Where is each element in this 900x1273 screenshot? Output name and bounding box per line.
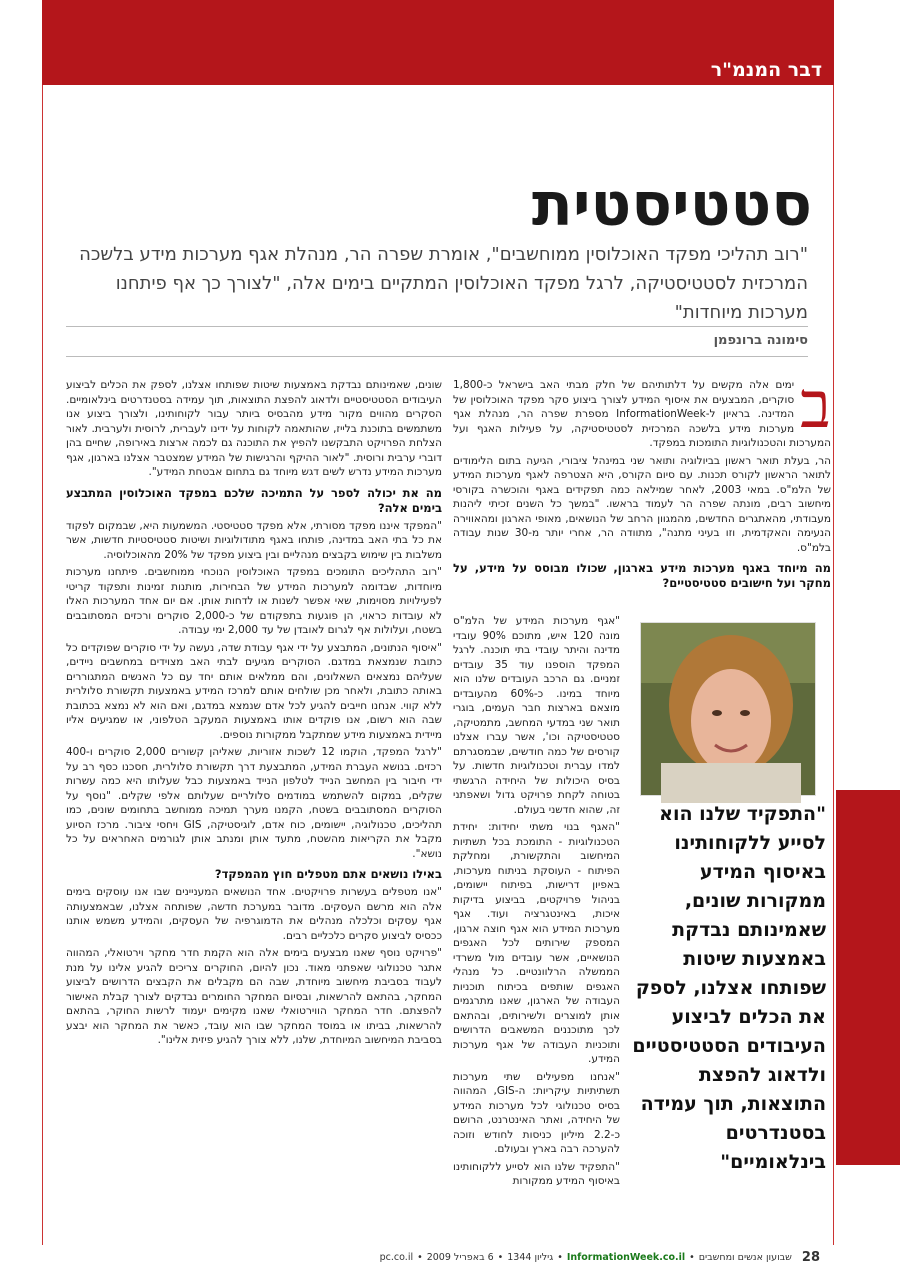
paragraph: הר, בעלת תואר ראשון בביולוגיה ותואר שני במינהל ציבורי, הגיעה בתום הלימודים לתואר הראשון לקורס תכנות. עם סיום הקורס, היא הצטרפה לאגף מערכות המידע של הלמ"ס. במאי 2003, לאחר שמילאה כמה תפקידים באגף והוכשרה בקורסי מיחשוב רבים, מונתה שפרה הר לעמוד בראשו. "במשך כל השנים זכיתי ליהנות מעבודתי, מהאתגרים החדשים, מהמגוון הרחב של הנושאים, מאופי הארגון ומהאווירה הנעימה והאקדמית, וזו בעיני מתנה", מתוודה הר, אחרי יותר מ-30 שנות עבודה בלמ"ס. (453, 454, 831, 554)
portrait-illustration (641, 623, 815, 795)
drop-cap: ב (800, 369, 831, 443)
question-heading: באילו נושאים אתם מטפלים חוץ מהמפקד? (214, 867, 442, 881)
bullet: • (497, 1252, 504, 1263)
section-header (42, 58, 834, 85)
paragraph: "פרויקט נוסף שאנו מבצעים בימים אלה הוא הקמת חדר מחקר וירטואלי, המהווה אתגר טכנולוגי שאפתני מאוד. נכון להיום, החוקרים צריכים להגיע אלינו על מנת לעבוד בסביבת מיחשוב מיוחדת, שבה הם מקבלים את הקבצים הדרושים לביצוע המחקר, בהתאם להרשאות, ובסיום המחקר החומרים נבדקים לצורך קבלת האישור להפצתם. חדר המחקר הווירטואלי שאנו מקימים יעמוד לרשות החוקר, בהתאם להרשאות, בביתו או במוסד המחקר שבו הוא עובד, כאשר את המחקר הוא יבצע בסביבת המיחשוב המיוחדת, שלנו, ללא צורך להגיע פיזית אלינו". (66, 947, 442, 1046)
paragraph: ימים אלה מקשים על דלתותיהם של חלק מבתי האב בישראל כ-1,800 סוקרים, המבצעים את איסוף המידע לצורך ביצוע סקר מפקד האוכלוסין של המדינה. בראיון ל-InformationWeek מספרת שפרה הר, מנהלת אגף מערכות מידע בלשכה המרכזית לסטטיסטיקה, על פעילות האגף ועל המערכות והטכנולוגיות התומכות במפקד. (453, 379, 831, 449)
bullet: • (417, 1252, 423, 1263)
question-heading: מה את יכולה לספר על התמיכה שלכם במפקד האוכלוסין המתבצע בימים אלה? (66, 485, 442, 515)
issue-number: גיליון 1344 (507, 1252, 554, 1263)
side-color-bar (836, 790, 900, 1165)
paragraph: "האגף בנוי משתי יחידות: יחידת הטכנולוגיות - התומכת בכל תשתיות המיחשוב והתקשורת, ומחלקת הפיתוח - העוסקת בניתוח מערכות, באפיון דרישות, בפיתוח יישומים, בניהול פרויקטים, בביצוע בדיקות איכות, באינטגרציה ועוד. אגף מערכות המידע הוא אגף חוצה ארגון, המספק שירותים לכל האגפים הנושאיים, אשר עובדים מול משרדי הממשלה הרלוונטיים. כל מנהלי האגפים שותפים בכיתוח תוכניות העבודה של הארגון, שאנו מתרגמים אותן למוצרים ולשירותים, ובהתאם לכך מתוכננים המשאבים הדרושים ותוכניות העבודה של אגף מערכות המידע. (453, 821, 620, 1065)
portrait-photo (640, 622, 816, 796)
paragraph: שונים, שאמינותם נבדקת באמצעות שיטות שפותחו אצלנו, לספק את הכלים לביצוע העיבודים הסטטיסטיים ולדאוג להפצת התוצאות, תוך עמידה בסטנדרטים בינלאומיים. הסקרים מהווים מקור מידע מהבסיס ביותר עבור לקוחותינו, ולצורך ביצוע אנו משתמשים בתוכנת בלייז, שהותאמה לקוחות על ידינו לעברית, לרוסית ולערבית. לאור הצלחת הפרויקט התבקשנו להפיץ את התוכנה גם לכמה ארצות באירופה, שחיים בהן דוברי ערבית ורוסית. "לאור ההיקף והרגישות של המידע שמצטבר אצלנו בארגון, אגף מערכות המידע נדרש לשים דגש מיוחד גם בתחום אבטחת המידע". (66, 379, 442, 478)
paragraph: "אנו מטפלים בעשרות פרויקטים. אחד הנושאים המעניינים שבו אנו עוסקים בימים אלה הוא מרשם העסקים. מדובר במערכת חדשה, שפותחה אצלנו, שבאמצעותה אגף עסקים וכלכלה מנהלים את הדמוגרפיה של העסקים, והמידע משמש אותנו ככסיס לביצוע סקרים כלכליים רבים. (66, 886, 442, 942)
pc-link[interactable]: pc.co.il (379, 1252, 414, 1263)
pull-quote: "התפקיד שלנו הוא לסייע ללקוחותינו באיסוף המידע ממקורות שונים, שאמינותם נבדקת באמצעות שיטות שפותחו אצלנו, לספק את הכלים לביצוע העיבודים הסטטיסטיים ולדאוג להפצת התוצאות, תוך עמידה בסטנדרטים בינלאומיים" (632, 803, 826, 1173)
section-label: דבר המנמ"ר (710, 59, 822, 81)
question-heading: מה מיוחד באגף מערכות מידע בארגון, שכולו מבוסס על מידע, על מחקר ועל חישובים סטטיסטיים? (453, 561, 831, 590)
headline: סטטיסטית (531, 170, 812, 240)
issue-date: 6 באפריל 2009 (426, 1252, 494, 1263)
page-footer (66, 1250, 820, 1265)
divider (66, 356, 808, 357)
divider (66, 326, 808, 327)
narrow-column (453, 614, 621, 1187)
left-column (66, 378, 442, 1178)
paragraph: "התפקיד שלנו הוא לסייע ללקוחותינו באיסוף המידע ממקורות (453, 1160, 620, 1187)
right-column (453, 369, 831, 594)
paragraph: "המפקד איננו מפקד מסורתי, אלא מפקד סטטיסטי. המשמעות היא, שבמקום לפקוד את כל בתי האב במדינה, פותחו באגף מתודולוגיות ושיטות סטטיסטיות חדשות, אשר משלבות בין שימוש בקבצים מנהליים ובין ביצוע מפקד של 20% מהאוכלוסיה. (66, 519, 442, 561)
page-number: 28 (801, 1250, 820, 1265)
byline: סימונה ברונפמן (713, 333, 808, 348)
site-link[interactable]: InformationWeek.co.il (566, 1252, 686, 1263)
magazine-name: שבועון אנשים ומחשבים (698, 1252, 792, 1263)
paragraph: "רוב התהליכים התומכים במפקד האוכלוסין הנוכחי ממוחשבים. פיתחנו מערכות מיוחדות, שבדומה למערכות המידע של הבחירות, מותנות זמינות ותפקוד קריטי לפעילויות מסוימות, שאי אפשר לשנות או לדחות אותן. אם יום אחד המערכות האלו לא עובדות כראוי, הן פוגעות בתפקודם של כ-2,000 סוקרים ורכזים המסתובבים בשטח, ועלולות אף לגרום לאובדן של עד 2,000 ימי עבודה. (66, 566, 442, 636)
bullet: • (689, 1252, 695, 1263)
paragraph: "אגף מערכות המידע של הלמ"ס מונה 120 איש, מתוכם 90% עובדי מדינה והיתר עובדי בתי תוכנה. לרגל המפקד הוספנו עוד 35 עובדים זמניים. גם הרכב העובדים שלנו הוא מיוחד במינו. כ-60% מהעובדים מוצאם בארצות חבר העמים, בוגרי תואר שני במדעי המחשב, מתמטיקה, סטטיסטיקה וכו', אשר עברו אצלנו קורסים של כמה חודשים, שבמסגרתם למדו עברית וטכנולוגיות חדשות. על בסיס היכולות של היחידה הרגשתי בטוחה לקחת פרויקט גדול ושאפתני זה, שהוא חדשני בעולם. (453, 615, 621, 816)
paragraph: "לרגל המפקד, הוקמו 12 לשכות אזוריות, שאליהן קשורים 2,000 סוקרים ו-400 רכזים. בנושא העברת המידע, המתבצעת דרך תקשורת סלולרית, חסכנו כסף רב על ידי חיבור בין המחשב הנייד לטלפון הנייד באמצעות כבל שעלותו היא כמה עשרות שקלים, במקום להשתמש במודמים סלולריים שעלותם אלפי שקלים. "נוסף על הסוקרים המסתובבים בשטח, הקמנו מערך תמיכה ממוחשב בתחומים שונים, כמו תהליכים, טכנולוגיה, יישומים, כוח אדם, לוגיסטיקה, GIS ויחסי ציבור. מרכז הסיוע מקבל את הקריאות מהשטח, מתעד אותן ומנתב אותן לגורמים האחראים על כל נושא". (66, 746, 442, 860)
paragraph: "אנחנו מפעילים שתי מערכות תשתיתיות עיקריות: ה-GIS, המהווה בסיס טכנולוגי לכל מערכות המידע של היחידה, ואתר האינטרנט, הרושם כ-2.2 מיליון כניסות לחודש וזוכה להערכה רבה בארץ ובעולם. (453, 1070, 620, 1155)
bullet: • (557, 1252, 563, 1263)
paragraph: "איסוף הנתונים, המתבצע על ידי אגף עבודת שדה, נעשה על ידי סוקרים שפוקדים כל כתובת שנמצאת במדגם. הסוקרים מגיעים לבתי האב מצוידים במחשבים ניידים, שעליהם נמצאים השאלונים, והם ממלאים אותם יחד עם כל האנשים המתגוררים באותה כתובת, ולאחר מכן שולחים אותם למרכז המידע באמצעות תקשורת סלולרית ללא קווי. אנחנו חייבים להגיע לכל אדם שנמצא במדגם, ואם הוא לא נמצא בכתובת שבה הוא רשום, אנו פוקדים אותו באמצעות המעקב הטלפוני, או שמגיעים אליו מיידית באמצעות מידע שמתקבל ממקורות נוספים. (66, 641, 442, 741)
subtitle: "רוב תהליכי מפקד האוכלוסין ממוחשבים", אומרת שפרה הר, מנהלת אגף מערכות מידע בלשכה המרכזית לסטטיסטיקה, לרגל מפקד האוכלוסין המתקיים בימים אלה, "לצורך כך אף פיתחנו מערכות מיוחדות" (79, 244, 808, 323)
